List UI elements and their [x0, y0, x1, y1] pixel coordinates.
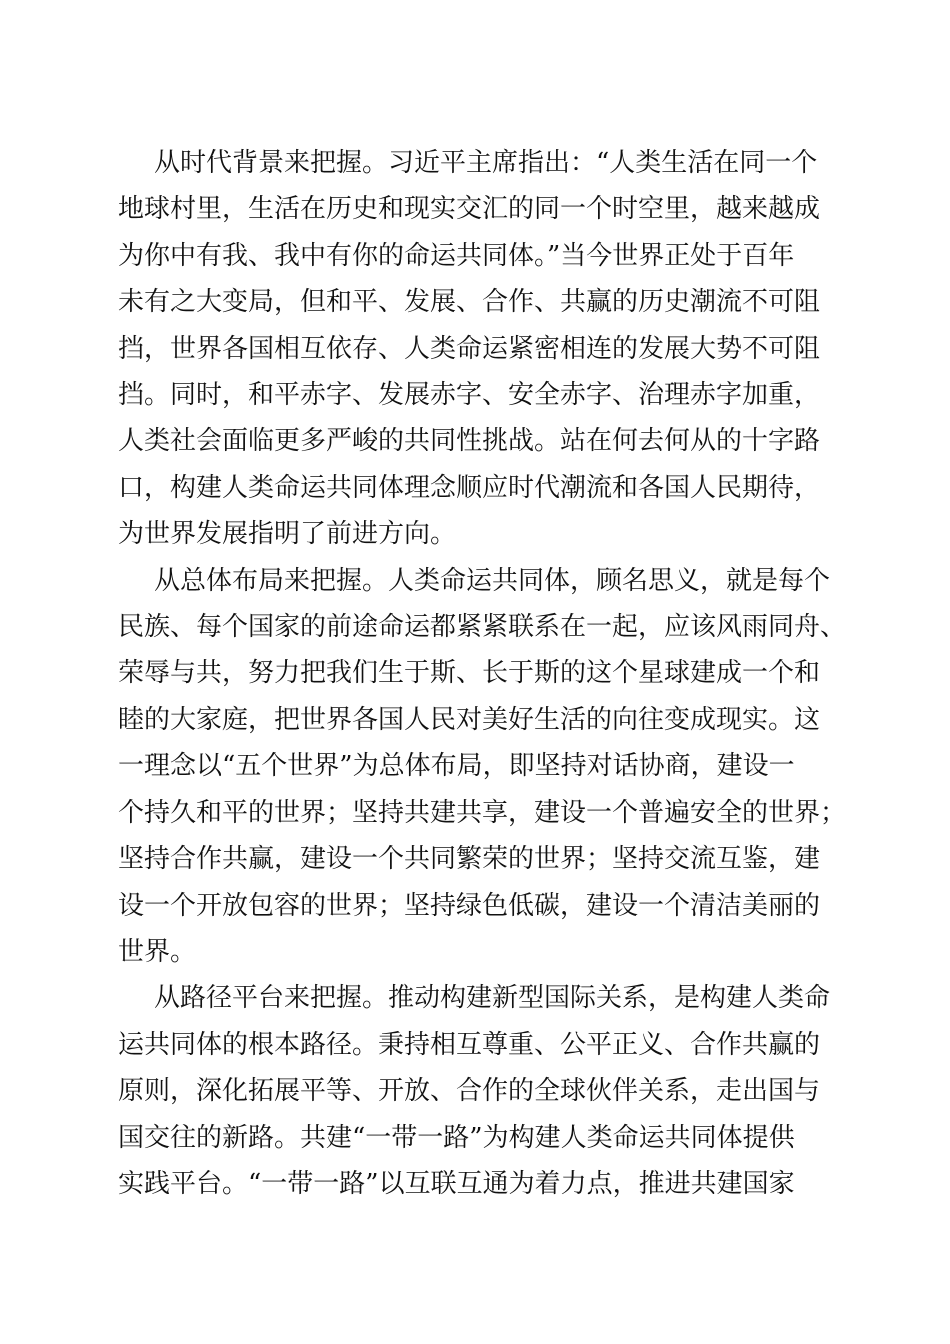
text-line: 个持久和平的世界；坚持共建共享，建设一个普遍安全的世界；: [118, 797, 847, 828]
text-line: 挡。同时，和平赤字、发展赤字、安全赤字、治理赤字加重，: [118, 380, 821, 411]
text-line: 坚持合作共赢，建设一个共同繁荣的世界；坚持交流互鉴，建: [118, 844, 821, 875]
paragraph-era-background: [118, 140, 838, 558]
text-line: 实践平台。“一带一路”以互联互通为着力点，推进共建国家: [118, 1168, 795, 1199]
text-line: 一理念以“五个世界”为总体布局，即坚持对话协商，建设一: [118, 751, 795, 782]
text-line: 从路径平台来把握。推动构建新型国际关系，是构建人类命: [154, 983, 831, 1014]
text-line: 世界。: [118, 936, 197, 967]
text-line: 国交往的新路。共建“一带一路”为构建人类命运共同体提供: [118, 1122, 795, 1153]
text-line: 原则，深化拓展平等、开放、合作的全球伙伴关系，走出国与: [118, 1076, 821, 1107]
document-body: [118, 140, 847, 1207]
text-line: 睦的大家庭，把世界各国人民对美好生活的向往变成现实。这: [118, 704, 821, 735]
paragraph-path-platform: [118, 975, 838, 1207]
text-line: 挡，世界各国相互依存、人类命运紧密相连的发展大势不可阻: [118, 333, 821, 364]
text-line: 为世界发展指明了前进方向。: [118, 519, 457, 550]
text-line: 口，构建人类命运共同体理念顺应时代潮流和各国人民期待，: [118, 472, 821, 503]
text-line: 运共同体的根本路径。秉持相互尊重、公平正义、合作共赢的: [118, 1029, 821, 1060]
text-line: 设一个开放包容的世界；坚持绿色低碳，建设一个清洁美丽的: [118, 890, 821, 921]
text-line: 从时代背景来把握。习近平主席指出：“人类生活在同一个: [154, 148, 818, 178]
text-line: 为你中有我、我中有你的命运共同体。”当今世界正处于百年: [118, 240, 795, 271]
paragraph-overall-layout: [118, 558, 847, 976]
text-line: 地球村里，生活在历史和现实交汇的同一个时空里，越来越成: [118, 194, 821, 225]
text-line: 未有之大变局，但和平、发展、合作、共赢的历史潮流不可阻: [118, 287, 821, 318]
text-line: 荣辱与共，努力把我们生于斯、长于斯的这个星球建成一个和: [118, 658, 821, 689]
text-line: 人类社会面临更多严峻的共同性挑战。站在何去何从的十字路: [118, 426, 821, 457]
text-line: 从总体布局来把握。人类命运共同体，顾名思义，就是每个: [154, 565, 831, 596]
text-line: 民族、每个国家的前途命运都紧紧联系在一起，应该风雨同舟、: [118, 612, 847, 643]
